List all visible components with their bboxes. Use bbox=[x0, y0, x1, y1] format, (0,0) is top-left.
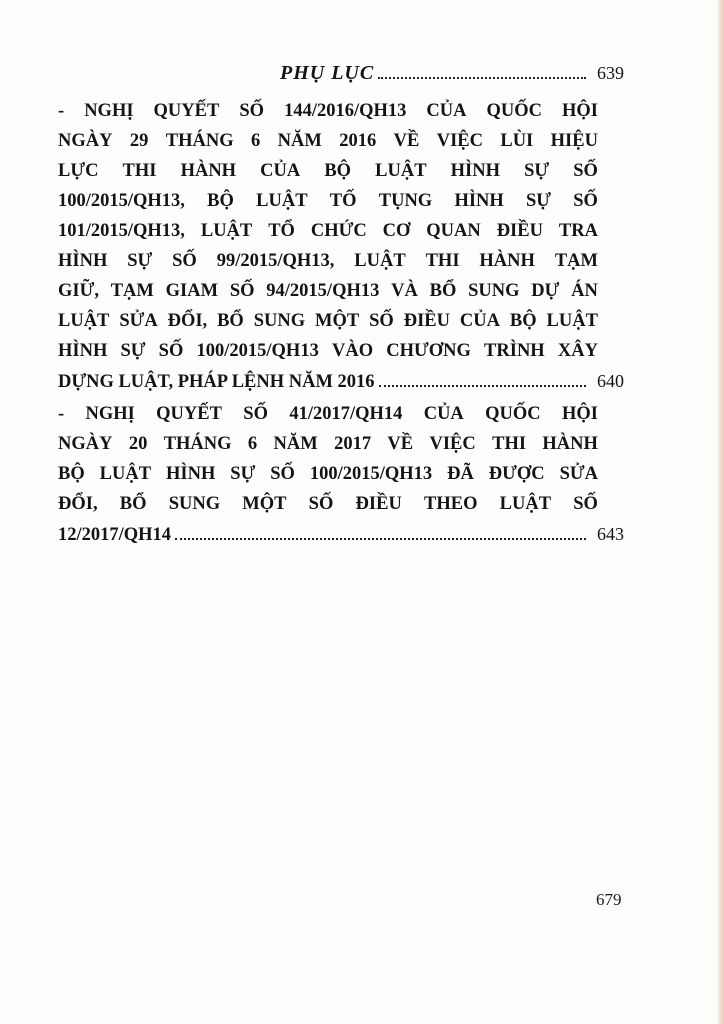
word: 94/2015/QH13 bbox=[266, 281, 380, 301]
word: NĂM bbox=[277, 131, 322, 151]
word: HÀNH bbox=[542, 434, 598, 454]
entry-line bbox=[58, 156, 598, 186]
entry-last-line bbox=[58, 519, 624, 549]
word: VỀ bbox=[387, 434, 414, 454]
word: SỐ bbox=[573, 161, 598, 181]
word: HÌNH bbox=[166, 464, 216, 484]
entry-line bbox=[58, 246, 598, 276]
word: LUẬT bbox=[499, 494, 552, 514]
word: NGÀY bbox=[58, 131, 113, 151]
word: QUỐC bbox=[486, 101, 542, 121]
word: BỔ bbox=[429, 281, 457, 301]
word: HÀNH bbox=[479, 251, 535, 271]
word: HÀNH bbox=[180, 161, 237, 181]
entry-line bbox=[58, 429, 598, 459]
dot-leader bbox=[175, 538, 586, 540]
word: SỐ bbox=[369, 311, 394, 331]
entry-line bbox=[58, 336, 598, 366]
word: BỔ bbox=[119, 494, 147, 514]
word: 29 bbox=[129, 131, 149, 151]
word: 6 bbox=[251, 131, 261, 151]
word: SỐ bbox=[270, 464, 295, 484]
entry-line bbox=[58, 276, 598, 306]
word: CHƯƠNG bbox=[386, 341, 471, 361]
entry-line bbox=[58, 399, 598, 429]
entry-line bbox=[58, 489, 598, 519]
word: SỬA bbox=[119, 311, 158, 331]
word: 2017 bbox=[334, 434, 372, 454]
word: BỘ bbox=[207, 191, 234, 211]
word: SUNG bbox=[168, 494, 221, 514]
word: XÂY bbox=[557, 341, 598, 361]
table-of-contents bbox=[58, 62, 624, 549]
word: SỐ bbox=[243, 404, 268, 424]
word: TRÌNH bbox=[484, 341, 545, 361]
entry-line bbox=[58, 216, 598, 246]
word: LỰC bbox=[58, 161, 99, 181]
word: 6 bbox=[247, 434, 258, 454]
word: CỦA bbox=[459, 311, 500, 331]
word: ĐỔI, bbox=[58, 494, 98, 514]
word: TỤNG bbox=[378, 191, 433, 211]
word: VỀ bbox=[393, 131, 420, 151]
word: CỦA bbox=[260, 161, 301, 181]
word: SỐ bbox=[158, 341, 184, 361]
word: CỦA bbox=[426, 101, 467, 121]
word: THÁNG bbox=[163, 434, 232, 454]
word: BỔ bbox=[217, 311, 244, 331]
word: SỐ bbox=[172, 251, 197, 271]
word: BỘ bbox=[509, 311, 537, 331]
word: - bbox=[58, 404, 65, 424]
word: THI bbox=[122, 161, 157, 181]
word: THÁNG bbox=[165, 131, 234, 151]
word: QUAN bbox=[426, 221, 481, 241]
word: VIỆC bbox=[429, 434, 476, 454]
word: TẠM bbox=[110, 281, 154, 301]
word: CỦA bbox=[423, 404, 464, 424]
word: THI bbox=[425, 251, 460, 271]
word: SỰ bbox=[120, 341, 146, 361]
word: SỐ bbox=[573, 191, 598, 211]
word: 144/2016/QH13 bbox=[284, 101, 407, 121]
word: VIỆC bbox=[436, 131, 483, 151]
word: LUẬT bbox=[546, 311, 598, 331]
toc-entry bbox=[58, 399, 624, 549]
word: 2016 bbox=[339, 131, 377, 151]
word: GIỮ, bbox=[58, 281, 99, 301]
word: SUNG bbox=[468, 281, 520, 301]
word: ĐIỀU bbox=[496, 221, 543, 241]
word: BỘ bbox=[324, 161, 352, 181]
word: 99/2015/QH13, bbox=[216, 251, 335, 271]
word: THEO bbox=[424, 494, 478, 514]
word: CƠ bbox=[382, 221, 411, 241]
word: MỘT bbox=[315, 311, 360, 331]
word: LUẬT bbox=[99, 464, 152, 484]
word: SỐ bbox=[239, 101, 265, 121]
word: LÙI bbox=[500, 131, 534, 151]
word: MỘT bbox=[242, 494, 287, 514]
entry-page-number: 640 bbox=[597, 371, 624, 391]
word: HIỆU bbox=[550, 131, 598, 151]
word: SỰ bbox=[230, 464, 256, 484]
word: ĐỔI, bbox=[167, 311, 208, 331]
word: SỰ bbox=[127, 251, 153, 271]
word: THI bbox=[492, 434, 527, 454]
word: DỰ bbox=[531, 281, 560, 301]
word: SỰ bbox=[526, 191, 552, 211]
heading-page-number: 639 bbox=[597, 63, 624, 83]
word: LUẬT bbox=[256, 191, 308, 211]
word: LUẬT bbox=[58, 311, 110, 331]
word: NGHỊ bbox=[84, 101, 134, 121]
word: LUẬT bbox=[200, 221, 253, 241]
toc-heading bbox=[280, 62, 624, 92]
word: QUỐC bbox=[485, 404, 541, 424]
page-number: 679 bbox=[596, 890, 622, 909]
word: HÌNH bbox=[58, 341, 108, 361]
word: VÀO bbox=[331, 341, 374, 361]
word: ÁN bbox=[571, 281, 598, 301]
entry-line bbox=[58, 459, 598, 489]
entry-line bbox=[58, 306, 598, 336]
word: TỔ bbox=[268, 221, 295, 241]
word: BỘ bbox=[58, 464, 85, 484]
toc-entry bbox=[58, 96, 624, 396]
word: ĐƯỢC bbox=[488, 464, 545, 484]
word: LUẬT bbox=[375, 161, 427, 181]
word: GIAM bbox=[165, 281, 219, 301]
word: QUYẾT bbox=[153, 101, 220, 121]
entry-last-line-text: DỰNG LUẬT, PHÁP LỆNH NĂM 2016 bbox=[58, 372, 375, 392]
word: NĂM bbox=[273, 434, 318, 454]
word: 41/2017/QH14 bbox=[289, 404, 403, 424]
word: 101/2015/QH13, bbox=[58, 221, 185, 241]
word: TỐ bbox=[329, 191, 357, 211]
word: HỘI bbox=[562, 101, 598, 121]
word: SỬA bbox=[559, 464, 598, 484]
word: TRA bbox=[558, 221, 598, 241]
word: SỰ bbox=[524, 161, 550, 181]
word: HÌNH bbox=[454, 191, 504, 211]
word: ĐÃ bbox=[447, 464, 474, 484]
word: TẠM bbox=[554, 251, 598, 271]
word: SUNG bbox=[253, 311, 306, 331]
word: QUYẾT bbox=[156, 404, 222, 424]
dot-leader bbox=[379, 385, 586, 387]
page-edge bbox=[718, 0, 724, 1024]
word: NGHỊ bbox=[85, 404, 135, 424]
word: HÌNH bbox=[58, 251, 108, 271]
word: ĐIỀU bbox=[403, 311, 450, 331]
entry-page-number: 643 bbox=[597, 524, 624, 544]
word: SỐ bbox=[229, 281, 255, 301]
word: SỐ bbox=[308, 494, 334, 514]
word: HÌNH bbox=[450, 161, 501, 181]
word: 100/2015/QH13 bbox=[196, 341, 319, 361]
word: LUẬT bbox=[354, 251, 406, 271]
appendix-heading: PHỤ LỤC bbox=[280, 62, 375, 84]
word: 100/2015/QH13 bbox=[309, 464, 433, 484]
word: NGÀY bbox=[58, 434, 113, 454]
dot-leader bbox=[378, 77, 586, 79]
word: ĐIỀU bbox=[355, 494, 402, 514]
entry-last-line bbox=[58, 366, 624, 396]
entry-line bbox=[58, 96, 598, 126]
word: 100/2015/QH13, bbox=[58, 191, 185, 211]
word: HỘI bbox=[561, 404, 598, 424]
entry-last-line-text: 12/2017/QH14 bbox=[58, 525, 172, 545]
word: 20 bbox=[128, 434, 148, 454]
entry-line bbox=[58, 186, 598, 216]
entry-line bbox=[58, 126, 598, 156]
word: VÀ bbox=[391, 281, 418, 301]
word: CHỨC bbox=[310, 221, 367, 241]
word: - bbox=[58, 101, 65, 121]
word: SỐ bbox=[573, 494, 598, 514]
